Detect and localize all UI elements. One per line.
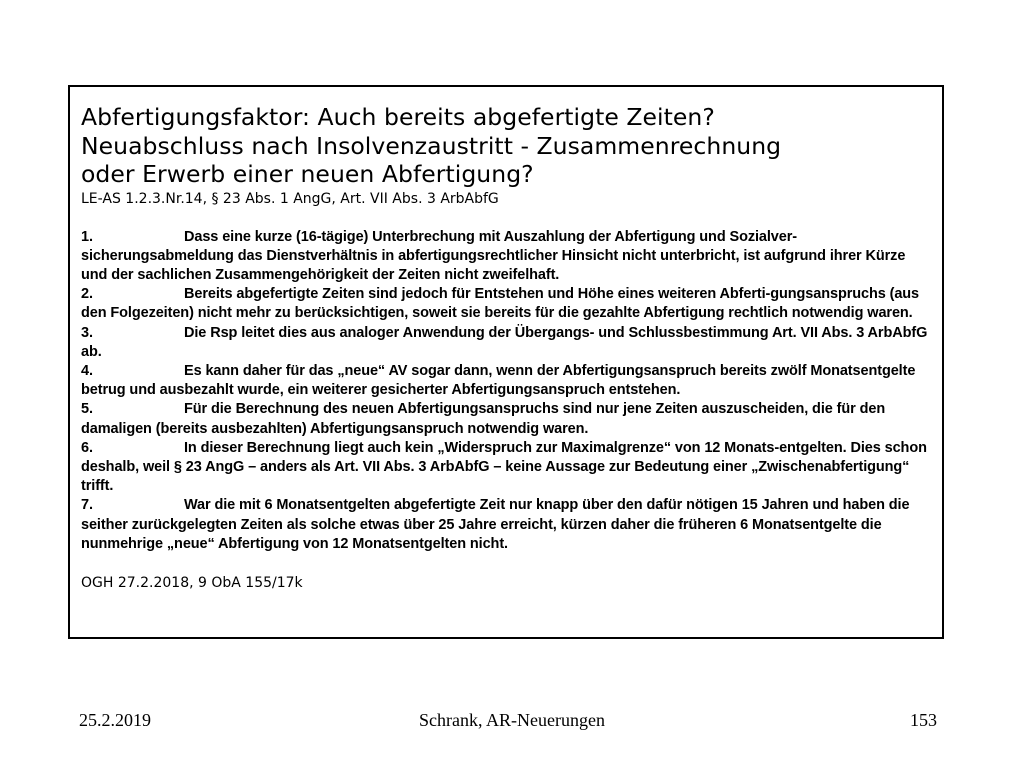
list-item bbox=[81, 362, 932, 400]
point-number: 4. bbox=[81, 362, 93, 379]
list-item bbox=[81, 439, 932, 497]
point-text: Dass eine kurze (16-tägige) Unterbrechung mit Auszahlung der Abfertigung und Sozialver-sicherungsabmeldung das Dienstverhältnis in abfertigungsrechtlicher Hinsicht nicht unterbricht, ist aufgrund ihrer Kürze und der sachlichen Zusammengehörigkeit der Zeiten nicht zweifelhaft. bbox=[81, 228, 906, 283]
point-number: 3. bbox=[81, 324, 93, 341]
list-item bbox=[81, 400, 932, 438]
point-text: War die mit 6 Monatsentgelten abgefertigte Zeit nur knapp über den dafür nötigen 15 Jahren und haben die seither zurückgelegten Zeiten als solche etwas über 25 Jahre erreicht, kürzen daher die früheren 6 Monatsentgelte die nunmehrige „neue“ Abfertigung von 12 Monatsentgelten nicht. bbox=[81, 497, 910, 552]
list-item bbox=[81, 496, 932, 554]
title-line: Abfertigungsfaktor: Auch bereits abgefertigte Zeiten? bbox=[81, 103, 715, 131]
point-number: 2. bbox=[81, 286, 93, 303]
point-number: 5. bbox=[81, 401, 93, 418]
point-number: 6. bbox=[81, 439, 93, 456]
footer-author: Schrank, AR-Neuerungen bbox=[419, 710, 605, 730]
point-number: 7. bbox=[81, 497, 93, 514]
point-text: Es kann daher für das „neue“ AV sogar dann, wenn der Abfertigungsanspruch bereits zwölf Monatsentgelte betrug und ausbezahlt wurde, ein weiterer gesicherter Abfertigungsanspruch entstehen. bbox=[81, 362, 916, 399]
list-item bbox=[81, 228, 932, 286]
court-citation: OGH 27.2.2018, 9 ObA 155/17k bbox=[81, 574, 303, 591]
title-line: oder Erwerb einer neuen Abfertigung? bbox=[81, 160, 534, 188]
content-box bbox=[68, 85, 944, 639]
point-text: Bereits abgefertigte Zeiten sind jedoch für Entstehen und Höhe eines weiteren Abferti-gungsanspruchs (aus den Folgezeiten) nicht mehr zu berücksichtigen, soweit sie bereits für die gezahlte Abfertigung rechtlich notwendig waren. bbox=[81, 286, 920, 322]
list-item bbox=[81, 285, 932, 323]
list-item bbox=[81, 324, 932, 362]
point-list bbox=[81, 228, 932, 554]
page-number: 153 bbox=[910, 710, 937, 730]
footer-date: 25.2.2019 bbox=[79, 710, 151, 730]
point-text: Die Rsp leitet dies aus analoger Anwendung der Übergangs- und Schlussbestimmung Art. VII Abs. 3 ArbAbfG ab. bbox=[81, 324, 928, 360]
point-number: 1. bbox=[81, 228, 93, 245]
title-line: Neuabschluss nach Insolvenzaustritt - Zusammenrechnung bbox=[81, 131, 782, 160]
point-text: In dieser Berechnung liegt auch kein „Widerspruch zur Maximalgrenze“ von 12 Monats-entgelten. Dies schon deshalb, weil § 23 AngG – anders als Art. VII Abs. 3 ArbAbfG – keine Aussage zur Bedeutung einer „Zwischenabfertigung“ trifft. bbox=[81, 439, 927, 495]
legal-references: LE-AS 1.2.3.Nr.14, § 23 Abs. 1 AngG, Art. VII Abs. 3 ArbAbfG bbox=[81, 190, 499, 207]
point-text: Für die Berechnung des neuen Abfertigungsanspruchs sind nur jene Zeiten auszuscheiden, die für den damaligen (bereits ausbezahlten) Abfertigungsanspruch notwendig waren. bbox=[81, 401, 886, 437]
slide-title bbox=[81, 103, 932, 189]
